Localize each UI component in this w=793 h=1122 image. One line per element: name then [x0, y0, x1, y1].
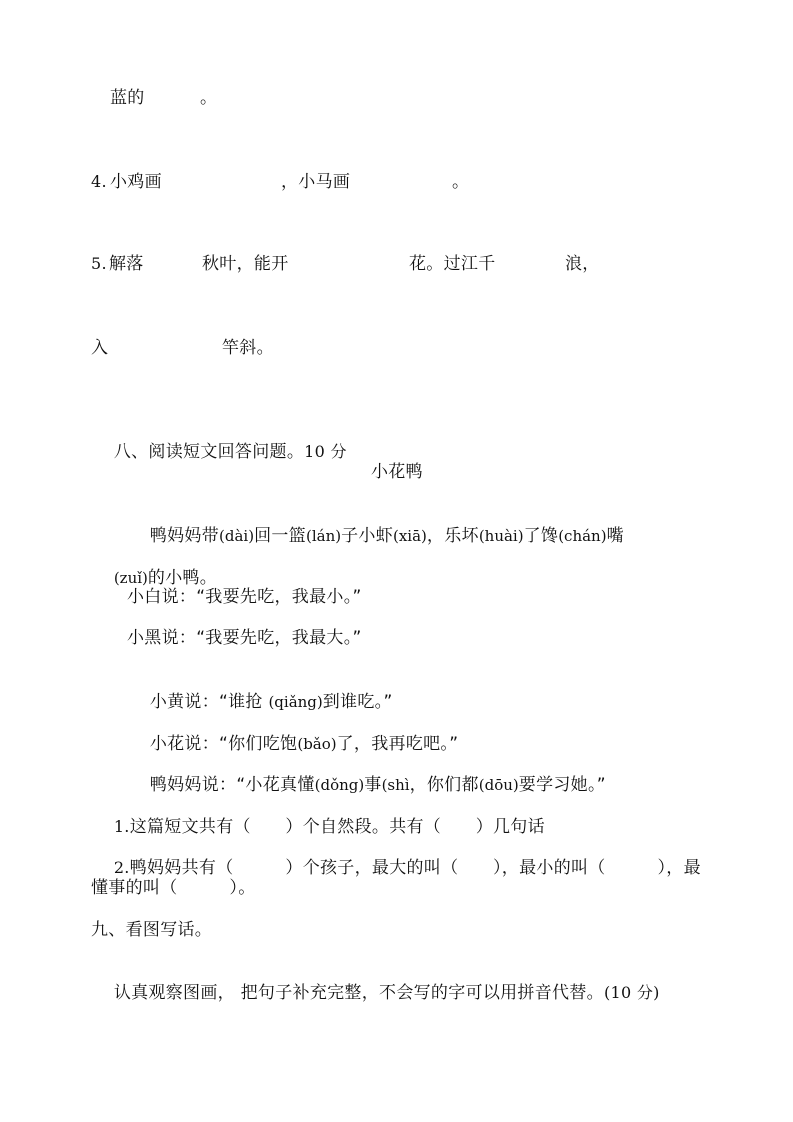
section-8-heading: [0, 419, 347, 463]
pinyin-annotation: (dài): [219, 527, 255, 545]
fill-text: ，小马画: [281, 172, 351, 192]
fill-blank-end: 。: [200, 88, 218, 108]
instruction-text: 认真观察图画， 把句子补充完整，不会写的字可以用拼音代替。: [113, 983, 604, 1003]
pinyin-annotation: (qiǎng): [268, 693, 323, 711]
story-text: 嘴: [606, 526, 624, 546]
fill-text: 蓝的: [110, 88, 145, 108]
fill-text: 花。过江千: [409, 254, 496, 274]
story-text: 鸭妈妈带: [149, 526, 220, 546]
story-paragraph-4: [0, 669, 393, 713]
story-text: 要学习她。”: [518, 775, 606, 795]
pinyin-annotation: (dǒng): [314, 776, 365, 794]
question-number: 4.: [91, 172, 107, 191]
story-text: ，乐坏: [426, 526, 479, 546]
question-number: 2.: [113, 858, 130, 877]
fill-text: 浪，: [565, 254, 600, 274]
fill-text: 。: [452, 172, 470, 192]
story-paragraph-1-line-1: [0, 503, 624, 547]
pinyin-annotation: (zuǐ): [113, 569, 148, 587]
section-heading: 八、阅读短文回答问题。: [113, 442, 305, 462]
story-title-text: 小花鸭: [371, 462, 423, 482]
fill-text: 竿斜。: [222, 338, 274, 358]
story-text: 回一篮: [254, 526, 306, 546]
fill-text: 小鸡画: [110, 172, 162, 192]
section-9-instruction: [0, 960, 660, 1004]
question-text: 这篇短文共有（ ）个自然段。共有（ ）几句话: [129, 817, 545, 837]
story-text: 了，我再吃吧。”: [336, 734, 459, 754]
story-text: 小花说：“你们吃饱: [149, 734, 298, 754]
fill-text: 秋叶，能开: [202, 254, 289, 274]
story-paragraph-1-line-2: [0, 545, 218, 589]
reading-question-2-line-2: [0, 877, 256, 921]
pinyin-annotation: (chán): [558, 527, 607, 545]
story-paragraph-5: [0, 711, 459, 755]
story-text: 鸭妈妈说：“小花真懂: [149, 775, 315, 795]
story-text: ，你们都: [409, 775, 479, 795]
story-paragraph-2: [0, 586, 362, 630]
story-text: 了馋: [523, 526, 559, 546]
pinyin-annotation: (huài): [478, 527, 524, 545]
question-text: 懂事的叫（ ）。: [91, 878, 256, 898]
fill-line-blue: [0, 87, 218, 153]
story-paragraph-3: [0, 627, 362, 671]
question-5-line-2: [0, 337, 274, 403]
fill-text: 入: [91, 338, 109, 358]
story-text: 事: [364, 775, 382, 795]
pinyin-annotation: (lán): [305, 527, 342, 545]
question-number: 5.: [91, 254, 107, 273]
section-score: 10 分: [304, 442, 347, 461]
story-paragraph-6: [0, 752, 606, 796]
pinyin-annotation: (shì: [381, 776, 410, 794]
story-text: 小白说：“我要先吃，我最小。”: [127, 587, 362, 607]
reading-question-2: [0, 835, 701, 879]
pinyin-annotation: (bǎo): [297, 735, 337, 753]
story-text: 子小虾: [341, 526, 393, 546]
reading-question-1: [0, 794, 545, 838]
question-number: 1.: [113, 817, 130, 836]
story-text: 到谁吃。”: [322, 692, 393, 712]
pinyin-annotation: (dōu): [478, 776, 519, 794]
fill-text: 解落: [109, 254, 144, 274]
question-text: 鸭妈妈共有（ ）个孩子，最大的叫（ ），最小的叫（ ），最: [129, 858, 701, 878]
story-text: 的小鸭。: [147, 568, 218, 588]
pinyin-annotation: (xiā): [393, 527, 427, 545]
section-9-heading: [0, 919, 213, 963]
story-text: 小黑说：“我要先吃，我最大。”: [127, 628, 362, 648]
story-text: 小黄说：“谁抢: [149, 692, 269, 712]
section-heading: 九、看图写话。: [91, 920, 213, 940]
section-score: (10 分): [603, 983, 660, 1002]
story-title: [0, 461, 423, 505]
